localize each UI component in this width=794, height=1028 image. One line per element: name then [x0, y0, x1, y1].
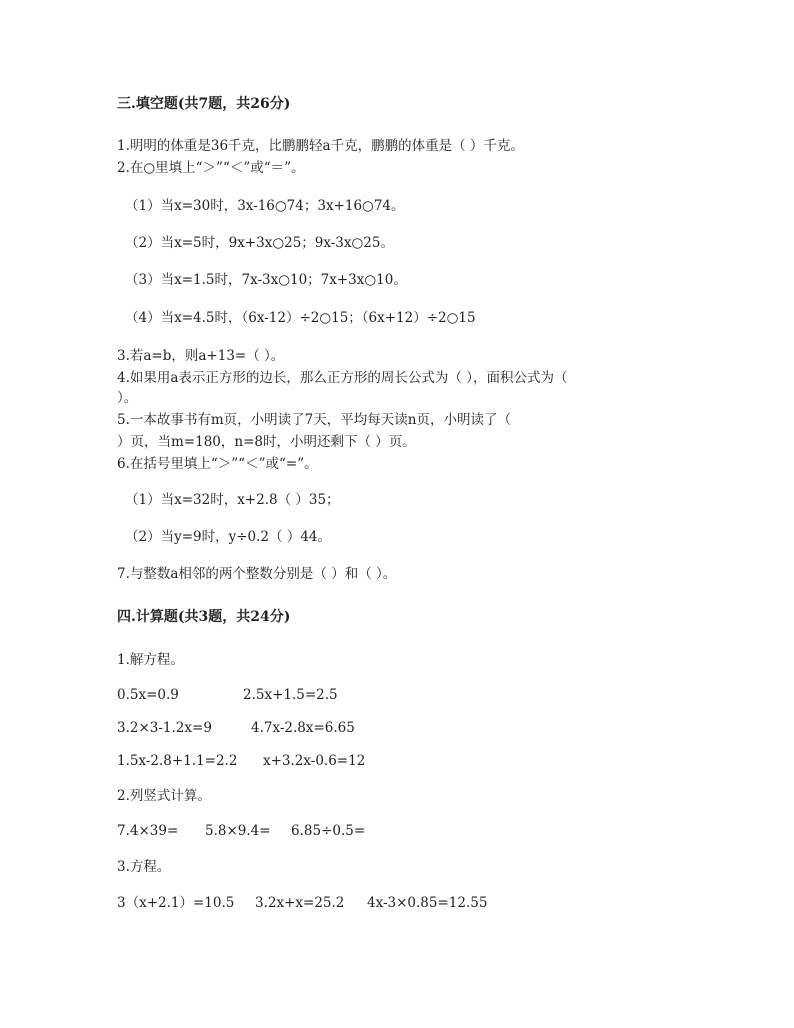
question-5-line-2: ）页，当m=180，n=8时，小明还剩下（ ）页。: [117, 434, 416, 450]
calc-item: 6.85÷0.5=: [291, 823, 366, 839]
equation: 4x-3×0.85=12.55: [367, 895, 488, 911]
question-2-part-4: （4）当x=4.5时，（6x-12）÷2○15；（6x+12）÷2○15: [125, 310, 476, 326]
calc-item: 7.4×39=: [117, 823, 179, 839]
equation: 4.7x-2.8x=6.65: [251, 720, 355, 736]
question-2-part-1: （1）当x=30时，3x-16○74；3x+16○74。: [125, 198, 405, 214]
problem-1-title: 1.解方程。: [117, 652, 184, 668]
section-3-heading: 三.填空题(共7题，共26分): [117, 96, 291, 112]
equation: 1.5x-2.8+1.1=2.2: [117, 753, 238, 769]
equation: 2.5x+1.5=2.5: [243, 687, 338, 703]
question-6-part-1: （1）当x=32时，x+2.8（ ）35；: [125, 492, 340, 508]
calc-item: 5.8×9.4=: [205, 823, 271, 839]
question-7: 7.与整数a相邻的两个整数分别是（ ）和（ ）。: [117, 566, 397, 582]
question-4-line-1: 4.如果用a表示正方形的边长，那么正方形的周长公式为（ ），面积公式为（: [117, 370, 568, 386]
equation: x+3.2x-0.6=12: [263, 753, 366, 769]
problem-2-title: 2.列竖式计算。: [117, 788, 211, 804]
question-6: 6.在括号里填上“＞”“＜”或“=”。: [117, 456, 318, 472]
question-3: 3.若a=b，则a+13=（ ）。: [117, 348, 285, 364]
question-1: 1.明明的体重是36千克，比鹏鹏轻a千克，鹏鹏的体重是（ ）千克。: [117, 138, 524, 154]
question-2-part-3: （3）当x=1.5时，7x-3x○10；7x+3x○10。: [125, 272, 407, 288]
question-2-part-2: （2）当x=5时，9x+3x○25；9x-3x○25。: [125, 235, 394, 251]
problem-3-title: 3.方程。: [117, 859, 171, 875]
section-4-heading: 四.计算题(共3题，共24分): [117, 609, 291, 625]
equation: 3（x+2.1）=10.5: [117, 895, 235, 911]
question-6-part-2: （2）当y=9时，y÷0.2（ ）44。: [125, 529, 331, 545]
question-5-line-1: 5.一本故事书有m页，小明读了7天，平均每天读n页，小明读了（: [117, 412, 511, 428]
equation: 0.5x=0.9: [117, 687, 179, 703]
question-2: 2.在○里填上“＞”“＜”或“＝”。: [117, 160, 305, 176]
question-4-line-2: ）。: [117, 390, 138, 406]
equation: 3.2x+x=25.2: [255, 895, 345, 911]
equation: 3.2×3-1.2x=9: [117, 720, 212, 736]
